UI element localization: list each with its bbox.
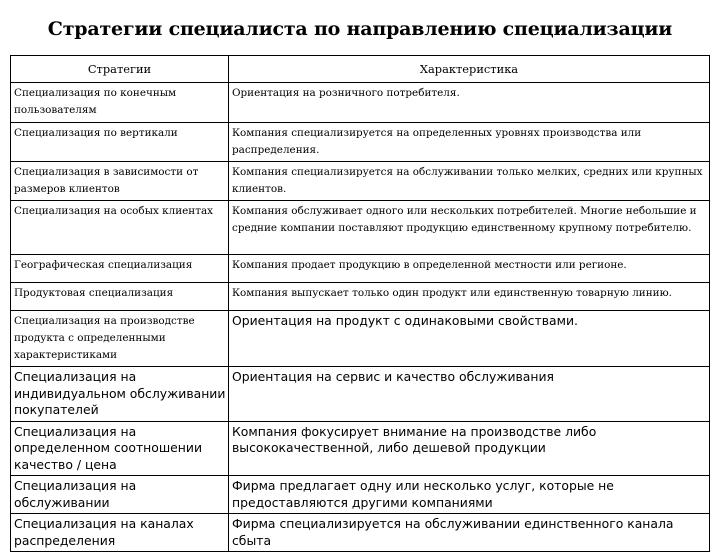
- description-cell: Компания специализируется на определенных уровнях производства или распределения.: [229, 123, 710, 162]
- table-row: [11, 367, 710, 422]
- description-cell: Ориентация на сервис и качество обслуживания: [229, 367, 710, 422]
- strategy-cell: Продуктовая специализация: [11, 283, 229, 311]
- description-cell: Компания обслуживает одного или нескольких потребителей. Многие небольшие и средние компании поставляют продукцию единственному крупному потребителю.: [229, 201, 710, 255]
- table-row: [11, 514, 710, 552]
- description-cell: Ориентация на продукт с одинаковыми свойствами.: [229, 311, 710, 367]
- strategy-cell: Специализация на обслуживании: [11, 476, 229, 514]
- strategy-cell: Специализация на производстве продукта с определенными характеристиками: [11, 311, 229, 367]
- description-cell: Фирма предлагает одну или несколько услуг, которые не предоставляются другими компаниями: [229, 476, 710, 514]
- strategy-cell: Географическая специализация: [11, 255, 229, 283]
- table-row: [11, 421, 710, 476]
- description-cell: Фирма специализируется на обслуживании единственного канала сбыта: [229, 514, 710, 552]
- description-cell: Ориентация на розничного потребителя.: [229, 83, 710, 123]
- strategy-cell: Специализация в зависимости от размеров клиентов: [11, 162, 229, 201]
- description-cell: Компания продает продукцию в определенной местности или регионе.: [229, 255, 710, 283]
- table-row: [11, 201, 710, 255]
- strategy-cell: Специализация на индивидуальном обслуживании покупателей: [11, 367, 229, 422]
- table-row: [11, 162, 710, 201]
- header-strategies: Стратегии: [11, 56, 229, 83]
- page-title: Стратегии специалиста по направлению специализации: [47, 18, 673, 40]
- strategy-table: [10, 55, 710, 552]
- strategy-cell: Специализация на каналах распределения: [11, 514, 229, 552]
- header-characteristic: Характеристика: [229, 56, 710, 83]
- strategy-cell: Специализация на особых клиентах: [11, 201, 229, 255]
- strategy-cell: Специализация на определенном соотношении качество / цена: [11, 421, 229, 476]
- description-cell: Компания фокусирует внимание на производстве либо высококачественной, либо дешевой продукции: [229, 421, 710, 476]
- table-header-row: [11, 56, 710, 83]
- table-row: [11, 83, 710, 123]
- table-row: [11, 476, 710, 514]
- table-row: [11, 255, 710, 283]
- table-row: [11, 123, 710, 162]
- table-row: [11, 283, 710, 311]
- strategy-cell: Специализация по вертикали: [11, 123, 229, 162]
- description-cell: Компания выпускает только один продукт или единственную товарную линию.: [229, 283, 710, 311]
- table-row: [11, 311, 710, 367]
- description-cell: Компания специализируется на обслуживании только мелких, средних или крупных клиентов.: [229, 162, 710, 201]
- strategy-cell: Специализация по конечным пользователям: [11, 83, 229, 123]
